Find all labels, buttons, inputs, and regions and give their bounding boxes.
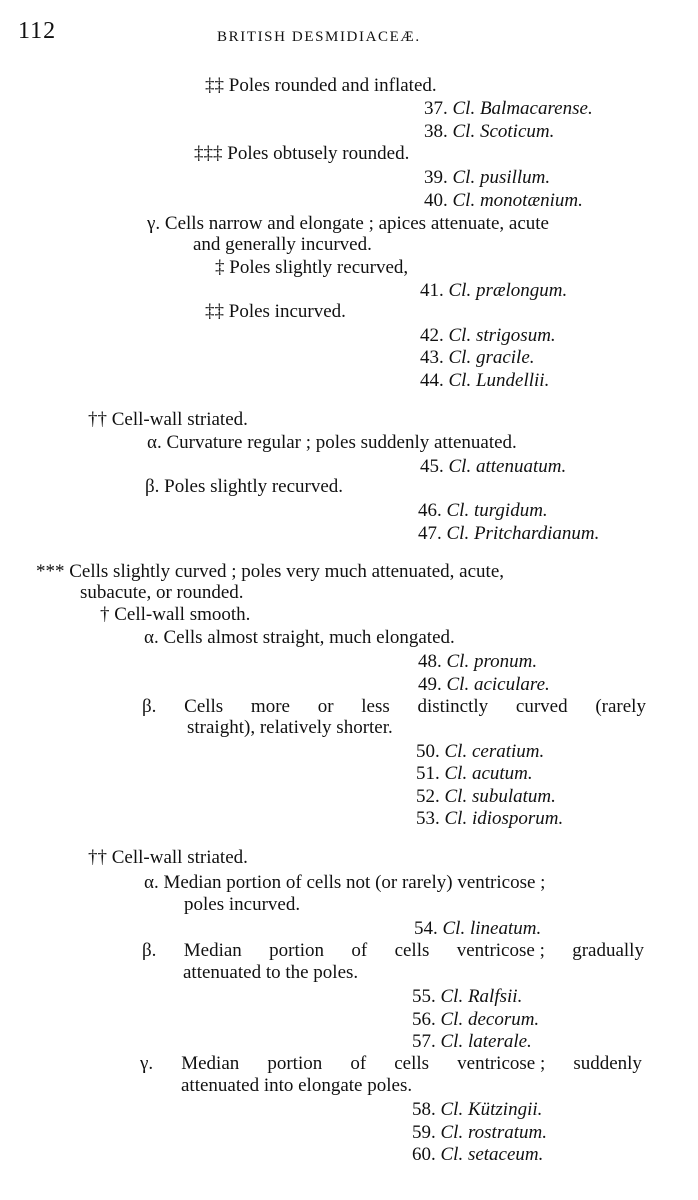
species-entry — [418, 500, 548, 522]
key-mark: ‡‡‡ — [194, 143, 223, 164]
key-word: (rarely — [595, 696, 646, 717]
species-number: 50. — [416, 741, 440, 762]
key-word: Median — [181, 1053, 240, 1074]
species-number: 57. — [412, 1031, 436, 1052]
key-line — [100, 604, 250, 626]
species-entry — [420, 370, 549, 392]
species-number: 60. — [412, 1144, 436, 1165]
species-name: Cl. setaceum. — [440, 1144, 544, 1165]
key-line — [215, 257, 408, 279]
species-number: 52. — [416, 786, 440, 807]
key-word: or — [317, 696, 334, 717]
species-name: Cl. ceratium. — [444, 741, 545, 762]
species-number: 42. — [420, 325, 444, 346]
key-line-justified — [142, 940, 644, 962]
key-mark: ‡‡ — [205, 75, 224, 96]
species-number: 58. — [412, 1099, 436, 1120]
key-text: Poles incurved. — [228, 301, 346, 322]
species-entry — [418, 674, 550, 696]
species-number: 43. — [420, 347, 444, 368]
key-text: Cells slightly curved ; poles very much attenuated, acute, — [69, 561, 505, 582]
species-number: 56. — [412, 1009, 436, 1030]
species-entry — [412, 986, 522, 1008]
species-entry — [424, 98, 593, 120]
key-mark: ‡ — [215, 257, 225, 278]
key-mark: α. — [144, 627, 159, 648]
key-mark: β. — [142, 696, 157, 717]
key-line-continued: poles incurved. — [184, 894, 301, 915]
species-name: Cl. pronum. — [446, 651, 538, 672]
key-line — [144, 627, 455, 649]
species-name: Cl. Scoticum. — [452, 121, 555, 142]
key-line — [205, 301, 346, 323]
key-mark: *** — [36, 561, 65, 582]
key-word: less — [361, 696, 390, 717]
key-mark: γ. — [147, 213, 161, 234]
key-line — [194, 143, 409, 165]
key-text: Cell-wall striated. — [111, 409, 248, 430]
species-name: Cl. Lundellii. — [448, 370, 550, 391]
key-text: Poles rounded and inflated. — [228, 75, 437, 96]
species-entry — [420, 347, 535, 369]
key-word: Cells — [184, 696, 224, 717]
species-number: 54. — [414, 918, 438, 939]
page-number: 112 — [18, 18, 57, 44]
key-word: portion — [269, 940, 325, 961]
species-number: 47. — [418, 523, 442, 544]
key-line-continued: straight), relatively shorter. — [187, 717, 393, 738]
key-mark: α. — [144, 872, 159, 893]
key-text: Cells almost straight, much elongated. — [163, 627, 455, 648]
key-line — [147, 432, 517, 454]
species-entry — [424, 121, 554, 143]
species-number: 48. — [418, 651, 442, 672]
species-entry — [420, 456, 566, 478]
species-number: 39. — [424, 167, 448, 188]
species-entry — [416, 763, 533, 785]
species-number: 59. — [412, 1122, 436, 1143]
key-mark: †† — [88, 409, 107, 430]
species-entry — [424, 190, 583, 212]
species-entry — [416, 786, 556, 808]
species-number: 40. — [424, 190, 448, 211]
key-line — [147, 213, 549, 235]
species-name: Cl. gracile. — [448, 347, 535, 368]
key-word: Median — [183, 940, 242, 961]
key-word: cells — [394, 1053, 430, 1074]
species-entry — [412, 1031, 532, 1053]
key-text: Cell-wall smooth. — [114, 604, 251, 625]
species-name: Cl. laterale. — [440, 1031, 532, 1052]
species-name: Cl. Balmacarense. — [452, 98, 593, 119]
species-name: Cl. lineatum. — [442, 918, 542, 939]
key-mark: †† — [88, 847, 107, 868]
key-mark: γ. — [140, 1053, 154, 1074]
key-word: suddenly — [573, 1053, 642, 1074]
species-number: 45. — [420, 456, 444, 477]
species-number: 49. — [418, 674, 442, 695]
key-line — [145, 476, 343, 498]
key-mark: α. — [147, 432, 162, 453]
species-number: 46. — [418, 500, 442, 521]
species-name: Cl. strigosum. — [448, 325, 556, 346]
key-line-continued: attenuated to the poles. — [183, 962, 359, 983]
key-text: Cells narrow and elongate ; apices attenuate, acute — [164, 213, 549, 234]
key-text: Poles slightly recurved, — [229, 257, 409, 278]
species-name: Cl. attenuatum. — [448, 456, 567, 477]
key-word: ventricose ; — [457, 1053, 546, 1074]
species-name: Cl. idiosporum. — [444, 808, 564, 829]
species-entry — [424, 167, 550, 189]
key-word: gradually — [572, 940, 644, 961]
species-name: Cl. pusillum. — [452, 167, 551, 188]
key-text: Median portion of cells not (or rarely) ventricose ; — [163, 872, 546, 893]
species-entry — [420, 280, 567, 302]
key-word: of — [350, 1053, 367, 1074]
key-word: distinctly — [417, 696, 489, 717]
species-entry — [416, 808, 563, 830]
species-entry — [412, 1009, 539, 1031]
key-mark: † — [100, 604, 110, 625]
species-entry — [412, 1122, 547, 1144]
species-name: Cl. acutum. — [444, 763, 533, 784]
species-name: Cl. decorum. — [440, 1009, 540, 1030]
key-word: curved — [515, 696, 568, 717]
running-title: BRITISH DESMIDIACEÆ. — [217, 29, 421, 45]
species-number: 44. — [420, 370, 444, 391]
key-line — [88, 847, 248, 869]
key-word: more — [250, 696, 290, 717]
species-number: 51. — [416, 763, 440, 784]
species-name: Cl. Ralfsii. — [440, 986, 523, 1007]
species-number: 55. — [412, 986, 436, 1007]
key-line-justified — [140, 1053, 642, 1075]
key-line-continued: subacute, or rounded. — [80, 582, 244, 603]
species-name: Cl. turgidum. — [446, 500, 548, 521]
species-number: 53. — [416, 808, 440, 829]
species-number: 38. — [424, 121, 448, 142]
key-line — [205, 75, 437, 97]
species-entry — [412, 1099, 542, 1121]
species-entry — [418, 651, 537, 673]
key-line-justified — [142, 696, 646, 718]
species-name: Cl. Kützingii. — [440, 1099, 543, 1120]
species-name: Cl. monotænium. — [452, 190, 583, 211]
key-text: Poles obtusely rounded. — [227, 143, 410, 164]
species-number: 41. — [420, 280, 444, 301]
species-entry — [418, 523, 599, 545]
key-text: Curvature regular ; poles suddenly attenuated. — [166, 432, 517, 453]
key-line — [36, 561, 504, 583]
key-word: cells — [394, 940, 430, 961]
species-entry — [412, 1144, 543, 1166]
key-line — [144, 872, 545, 894]
key-text: Cell-wall striated. — [111, 847, 248, 868]
species-number: 37. — [424, 98, 448, 119]
key-line-continued: and generally incurved. — [193, 234, 372, 255]
key-line-continued: attenuated into elongate poles. — [181, 1075, 413, 1096]
species-name: Cl. Pritchardianum. — [446, 523, 600, 544]
key-mark: β. — [142, 940, 157, 961]
key-word: portion — [267, 1053, 323, 1074]
key-line — [88, 409, 248, 431]
species-entry — [414, 918, 541, 940]
species-name: Cl. aciculare. — [446, 674, 550, 695]
species-name: Cl. subulatum. — [444, 786, 556, 807]
key-text: Poles slightly recurved. — [164, 476, 344, 497]
key-word: ventricose ; — [456, 940, 545, 961]
key-word: of — [351, 940, 368, 961]
species-entry — [420, 325, 556, 347]
key-mark: β. — [145, 476, 160, 497]
species-name: Cl. rostratum. — [440, 1122, 547, 1143]
species-entry — [416, 741, 544, 763]
key-mark: ‡‡ — [205, 301, 224, 322]
species-name: Cl. prælongum. — [448, 280, 568, 301]
